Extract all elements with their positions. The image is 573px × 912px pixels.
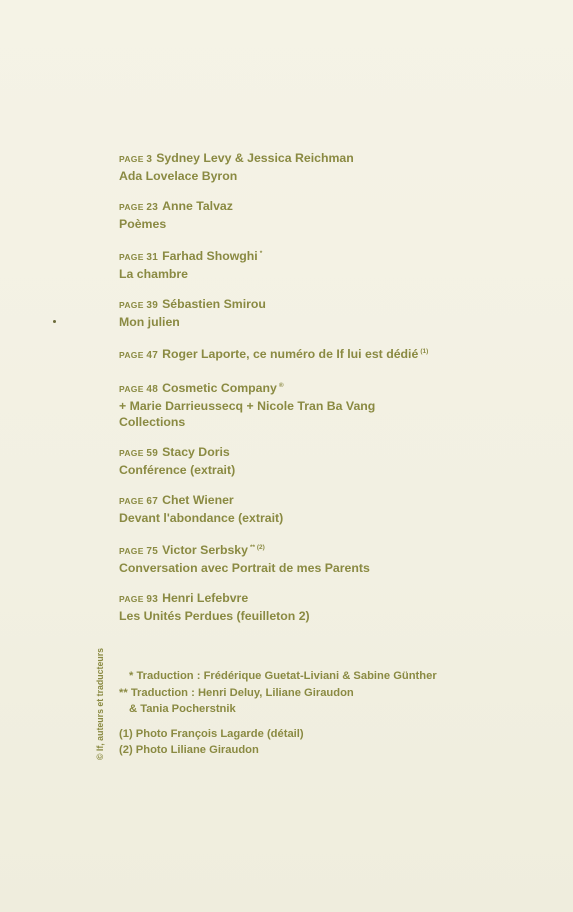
copyright-notice: © If, auteurs et traducteurs [95, 647, 105, 760]
page-label: PAGE 31 [119, 252, 159, 263]
photo-credit: (1) Photo François Lagarde (détail) [119, 727, 304, 740]
footnotes [119, 668, 559, 759]
footnote-mark: * [259, 250, 263, 257]
entry-author: Cosmetic Company [162, 381, 277, 395]
page-label: PAGE 93 [119, 594, 159, 605]
page-label: PAGE 67 [119, 496, 159, 507]
entry-title: Conversation avec Portrait de mes Parents [119, 561, 370, 575]
toc-entry [119, 590, 559, 624]
photo-credit: (2) Photo Liliane Giraudon [119, 744, 259, 756]
page-label: PAGE 3 [119, 154, 153, 165]
toc-entry [119, 540, 559, 576]
page-label: PAGE 59 [119, 448, 159, 459]
toc-entry [119, 246, 559, 282]
translation-note: ** Traduction : Henri Deluy, Liliane Giraudon [119, 686, 354, 699]
toc-entry [119, 444, 559, 478]
entry-title: Mon julien [119, 315, 180, 329]
entry-title: + Marie Darrieussecq + Nicole Tran Ba Vang [119, 399, 376, 413]
footnote-mark: ** (2) [249, 544, 265, 551]
table-of-contents [119, 150, 559, 638]
page-label: PAGE 39 [119, 300, 159, 311]
entry-author: Chet Wiener [162, 493, 234, 507]
toc-entry [119, 344, 559, 364]
entry-title: Poèmes [119, 217, 167, 231]
translation-note-cont: & Tania Pocherstnik [129, 703, 236, 715]
speck [53, 320, 56, 323]
translation-note: * Traduction : Frédérique Guetat-Liviani & Sabine Günther [129, 670, 437, 682]
registered-mark: ® [278, 382, 284, 389]
entry-title: La chambre [119, 267, 189, 281]
toc-entry [119, 296, 559, 330]
toc-entry [119, 150, 559, 184]
entry-title: Ada Lovelace Byron [119, 169, 238, 183]
entry-author: Victor Serbsky [162, 543, 248, 557]
toc-entry [119, 492, 559, 526]
entry-title: Conférence (extrait) [119, 463, 236, 477]
page-label: PAGE 23 [119, 202, 159, 213]
entry-author: Henri Lefebvre [162, 591, 249, 605]
entry-author: Sébastien Smirou [162, 297, 266, 311]
page-label: PAGE 47 [119, 350, 159, 361]
entry-author: Roger Laporte, ce numéro de If lui est dédié [162, 347, 419, 361]
entry-author: Farhad Showghi [162, 249, 258, 263]
entry-title-2: Collections [119, 415, 186, 429]
entry-author: Sydney Levy & Jessica Reichman [156, 151, 354, 165]
entry-author: Stacy Doris [162, 445, 230, 459]
entry-author: Anne Talvaz [162, 199, 233, 213]
entry-title: Devant l'abondance (extrait) [119, 511, 284, 525]
toc-entry [119, 198, 559, 232]
footnote-mark: (1) [420, 348, 429, 355]
page-label: PAGE 48 [119, 384, 159, 395]
page-label: PAGE 75 [119, 546, 159, 557]
entry-title: Les Unités Perdues (feuilleton 2) [119, 609, 310, 623]
toc-entry [119, 378, 559, 430]
